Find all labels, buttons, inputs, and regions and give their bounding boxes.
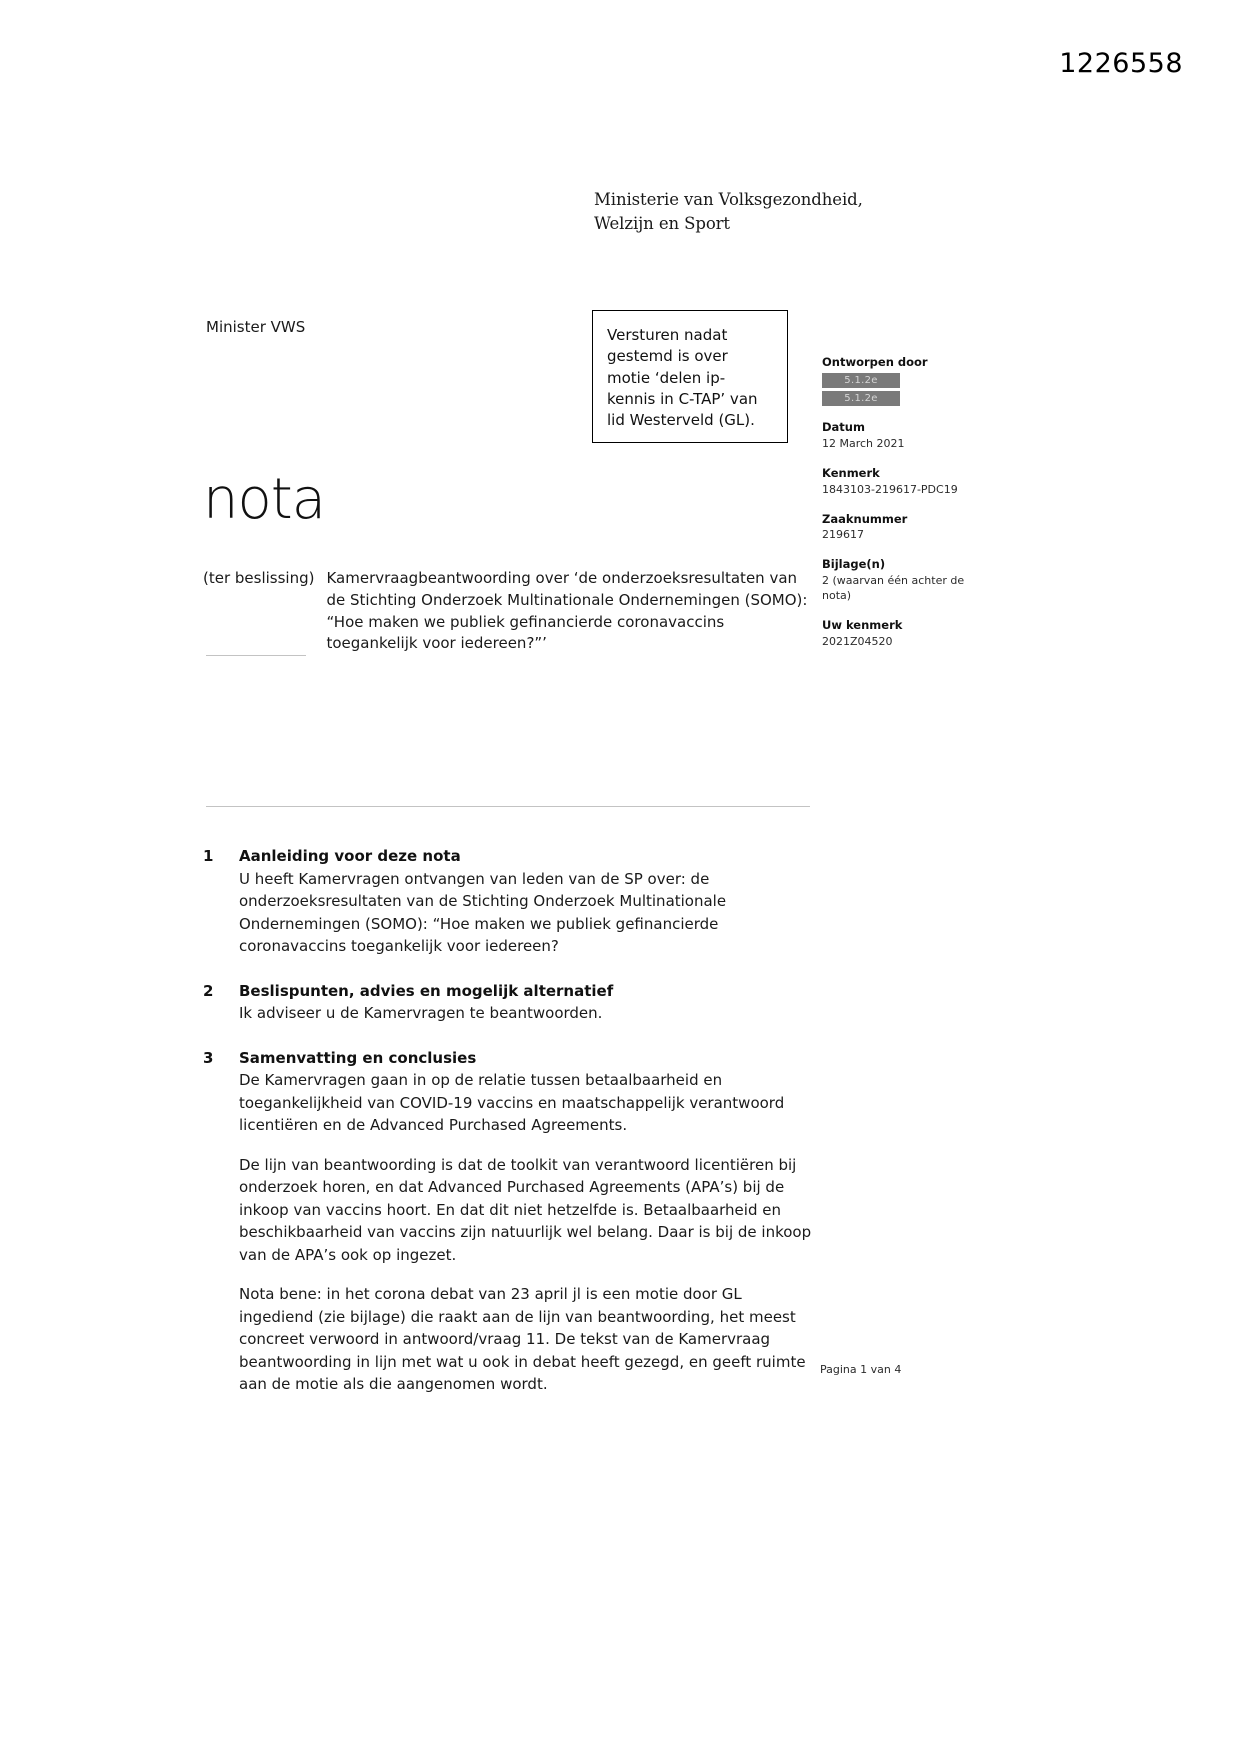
section-paragraph: U heeft Kamervragen ontvangen van leden van de SP over: de onderzoeksresultaten van de Stichting Onderzoek Multinationale Ondernemingen (SOMO): “Hoe maken we publiek gefinancierde coronavaccins toegankelijk voor iedereen?: [239, 869, 727, 955]
section-heading: Beslispunten, advies en mogelijk alternatief: [239, 981, 614, 1000]
meta-label-uw-kenmerk: Uw kenmerk: [822, 617, 903, 632]
redaction-bar-2: 5.1.2e: [822, 391, 900, 406]
section-1: [203, 845, 815, 958]
section-content: [239, 845, 815, 958]
subject-text: Kamervraagbeantwoording over ‘de onderzoeksresultaten van de Stichting Onderzoek Multinationale Ondernemingen (SOMO): “Hoe maken we publiek gefinancierde coronavaccins toegankelijk voor iedereen?”’: [326, 569, 808, 653]
section-number: 2: [203, 981, 214, 1000]
meta-label-datum: Datum: [822, 419, 865, 434]
subject-line: [203, 568, 813, 655]
section-2: [203, 980, 815, 1025]
section-number: 1: [203, 847, 214, 865]
section-3: [203, 1047, 815, 1396]
section-number: 3: [203, 1048, 214, 1067]
meta-label-bijlagen: Bijlage(n): [822, 557, 886, 572]
section-paragraph: Ik adviseer u de Kamervragen te beantwoorden.: [239, 1004, 603, 1022]
redaction-bar-1: 5.1.2e: [822, 373, 900, 388]
letterhead-line-1: Ministerie van Volksgezondheid,: [594, 190, 863, 209]
divider-long: [206, 806, 810, 807]
divider-short: [206, 655, 306, 656]
metadata-sidebar: [822, 355, 972, 650]
section-heading: Aanleiding voor deze nota: [239, 847, 461, 865]
addressee: Minister VWS: [206, 318, 306, 336]
page-title: nota: [203, 467, 326, 532]
page-footer: Pagina 1 van 4: [820, 1363, 902, 1376]
section-content: [239, 980, 815, 1025]
meta-value-bijlagen: 2 (waarvan één achter de nota): [822, 574, 965, 603]
meta-value-kenmerk: 1843103-219617-PDC19: [822, 482, 958, 496]
meta-label-ontworpen-door: Ontworpen door: [822, 355, 928, 369]
meta-value-zaaknummer: 219617: [822, 528, 864, 542]
ministry-letterhead: [594, 188, 863, 236]
section-heading: Samenvatting en conclusies: [239, 1048, 477, 1067]
meta-label-zaaknummer: Zaaknummer: [822, 511, 908, 526]
document-id-number: 1226558: [1059, 48, 1183, 79]
document-body: [203, 845, 815, 1418]
subject-kind: (ter beslissing): [203, 569, 315, 587]
meta-label-kenmerk: Kenmerk: [822, 465, 880, 480]
section-paragraph: De lijn van beantwoording is dat de toolkit van verantwoord licentiëren bij onderzoek horen, en dat Advanced Purchased Agreements (APA’s) bij de inkoop van vaccins hoort. En dat dit niet hetzelfde is. Betaalbaarheid en beschikbaarheid van vaccins zijn natuurlijk wel belang. Daar is bij de inkoop van de APA’s ook op ingezet.: [239, 1155, 812, 1264]
meta-value-uw-kenmerk: 2021Z04520: [822, 634, 893, 648]
instruction-callout-box: [592, 310, 788, 443]
section-paragraph: De Kamervragen gaan in op de relatie tussen betaalbaarheid en toegankelijkheid van COVID-19 vaccins en maatschappelijk verantwoord licentiëren en de Advanced Purchased Agreements.: [239, 1071, 785, 1134]
section-content: [239, 1047, 815, 1396]
section-paragraph: Nota bene: in het corona debat van 23 april jl is een motie door GL ingediend (zie bijlage) die raakt aan de lijn van beantwoording, het meest concreet verwoord in antwoord/vraag 11. De tekst van de Kamervraag beantwoording in lijn met wat u ook in debat heeft gezegd, en geeft ruimte aan de motie als die aangenomen wordt.: [239, 1285, 806, 1393]
letterhead-line-2: Welzijn en Sport: [594, 213, 730, 233]
meta-value-datum: 12 March 2021: [822, 436, 905, 450]
instruction-callout-text: Versturen nadat gestemd is over motie ‘delen ip-kennis in C-TAP’ van lid Westerveld (GL).: [607, 326, 758, 430]
